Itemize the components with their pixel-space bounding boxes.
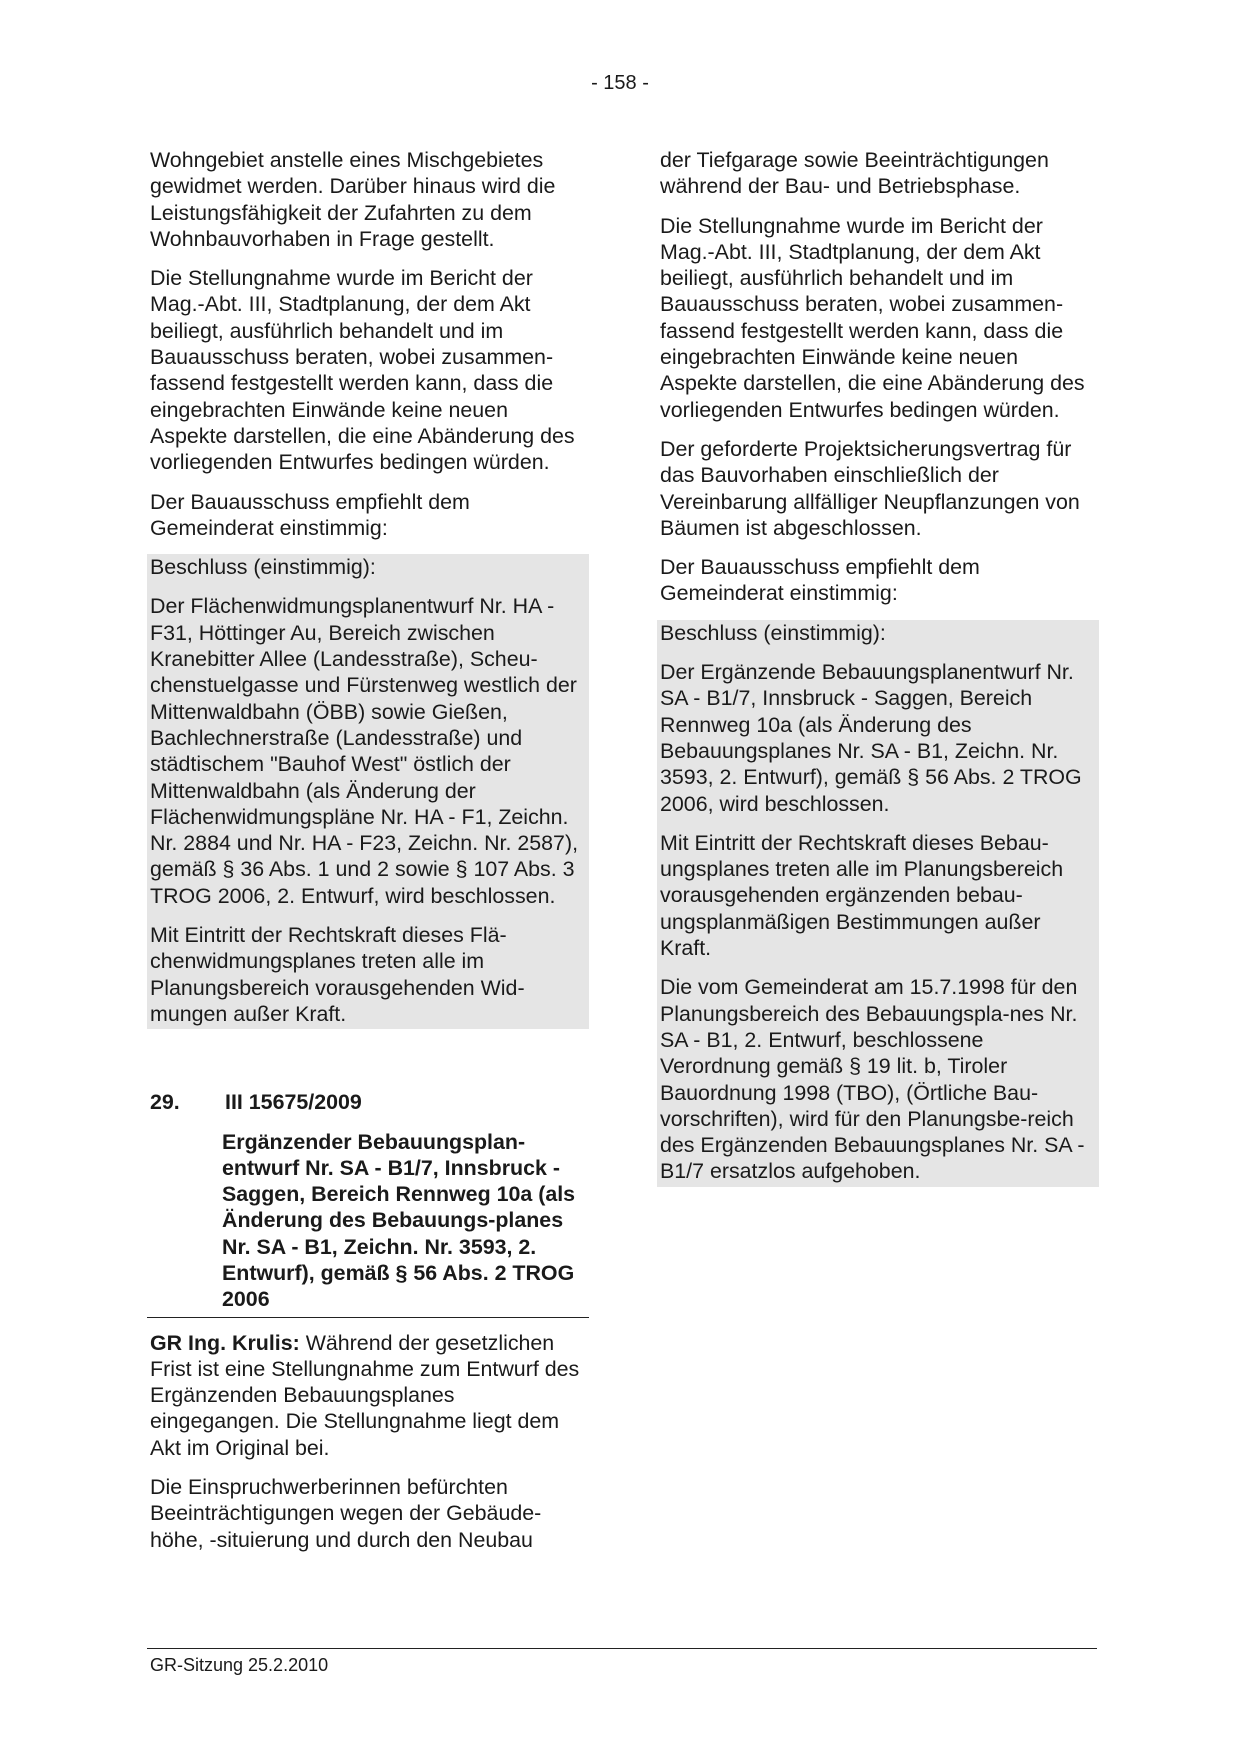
agenda-item: [147, 1089, 589, 1317]
paragraph: Die Stellungnahme wurde im Bericht der Mag.-Abt. III, Stadtplanung, der dem Akt beiliegt, ausführlich behandelt und im Bauausschuss beraten, wobei zusammen-fassend festgestellt werden kann, dass die eingebrachten Einwände keine neuen Aspekte darstellen, die eine Abänderung des vorliegenden Entwurfes bedingen würden.: [150, 266, 575, 475]
paragraph: Wohngebiet anstelle eines Mischgebietes gewidmet werden. Darüber hinaus wird die Leistungsfähigkeit der Zufahrten zu dem Wohnbauvorhaben in Frage gestellt.: [150, 148, 556, 251]
resolution-text: Mit Eintritt der Rechtskraft dieses Bebau-ungsplanes treten alle im Planungsbereich vorausgehenden ergänzenden bebau-ungsplanmäßigen Bestimmungen außer Kraft.: [660, 830, 1064, 961]
speaker-name: GR Ing. Krulis:: [150, 1330, 300, 1355]
paragraph: Der Bauausschuss empfiehlt dem Gemeinderat einstimmig:: [660, 555, 980, 606]
footer-divider: [147, 1648, 1097, 1649]
resolution-text: Der Ergänzende Bebauungsplanentwurf Nr. SA - B1/7, Innsbruck - Saggen, Bereich Rennweg 10a (als Änderung des Bebauungsplanes Nr. SA - B1, Zeichn. Nr. 3593, 2. Entwurf), gemäß § 56 Abs. 2 TROG 2006, wird beschlossen.: [660, 660, 1082, 816]
speech-paragraph: [147, 1330, 589, 1461]
right-column: [657, 147, 1099, 1187]
paragraph: Der Bauausschuss empfiehlt dem Gemeinderat einstimmig:: [150, 489, 470, 540]
resolution-box: [147, 554, 589, 1029]
page-number: - 158 -: [591, 72, 649, 94]
agenda-item-number: 29.: [150, 1090, 180, 1115]
resolution-heading: Beschluss (einstimmig):: [150, 555, 376, 580]
agenda-item-reference: III 15675/2009: [225, 1090, 362, 1115]
resolution-text: Der Flächenwidmungsplanentwurf Nr. HA - F31, Höttinger Au, Bereich zwischen Kranebitter Allee (Landesstraße), Scheu-chenstuelgasse und Fürstenweg westlich der Mittenwaldbahn (ÖBB) sowie Gießen, Bachlechnerstraße (Landesstraße) und städtischem "Bauhof West" östlich der Mittenwaldbahn (als Änderung der Flächenwidmungspläne Nr. HA - F1, Zeichn. Nr. 2884 und Nr. HA - F23, Zeichn. Nr. 2587), gemäß § 36 Abs. 1 und 2 sowie § 107 Abs. 3 TROG 2006, 2. Entwurf, wird beschlossen.: [150, 594, 579, 908]
paragraph: Die Stellungnahme wurde im Bericht der Mag.-Abt. III, Stadtplanung, der dem Akt beiliegt, ausführlich behandelt und im Bauausschuss beraten, wobei zusammen-fassend festgestellt werden kann, dass die eingebrachten Einwände keine neuen Aspekte darstellen, die eine Abänderung des vorliegenden Entwurfes bedingen würden.: [660, 213, 1085, 422]
paragraph: Die Einspruchwerberinnen befürchten Beeinträchtigungen wegen der Gebäude-höhe, -situierung und durch den Neubau: [150, 1475, 542, 1552]
resolution-text: Mit Eintritt der Rechtskraft dieses Flä-chenwidmungsplanes treten alle im Planungsbereich vorausgehenden Wid-mungen außer Kraft.: [150, 923, 525, 1026]
resolution-box: [657, 620, 1099, 1187]
paragraph: Der geforderte Projektsicherungsvertrag für das Bauvorhaben einschließlich der Vereinbarung allfälliger Neupflanzungen von Bäumen ist abgeschlossen.: [660, 436, 1080, 540]
resolution-heading: Beschluss (einstimmig):: [660, 620, 886, 645]
left-column: [147, 147, 589, 1566]
agenda-item-title: Ergänzender Bebauungsplan-entwurf Nr. SA - B1/7, Innsbruck - Saggen, Bereich Rennweg 10a (als Änderung des Bebauungs-planes Nr. SA - B1, Zeichn. Nr. 3593, 2. Entwurf), gemäß § 56 Abs. 2 TROG 2006: [222, 1129, 576, 1312]
speech-text: Während der gesetzlichen Frist ist eine Stellungnahme zum Entwurf des Ergänzenden Bebauungsplanes eingegangen. Die Stellungnahme liegt dem Akt im Original bei.: [150, 1330, 580, 1460]
footer-text: GR-Sitzung 25.2.2010: [150, 1655, 329, 1675]
resolution-text: Die vom Gemeinderat am 15.7.1998 für den Planungsbereich des Bebauungspla-nes Nr. SA - B1, 2. Entwurf, beschlossene Verordnung gemäß § 19 lit. b, Tiroler Bauordnung 1998 (TBO), (Örtliche Bau-vorschriften), wird für den Planungsbe-reich des Ergänzenden Bebauungsplanes Nr. SA - B1/7 ersatzlos aufgehoben.: [660, 975, 1085, 1184]
paragraph: der Tiefgarage sowie Beeinträchtigungen während der Bau- und Betriebsphase.: [660, 148, 1049, 199]
